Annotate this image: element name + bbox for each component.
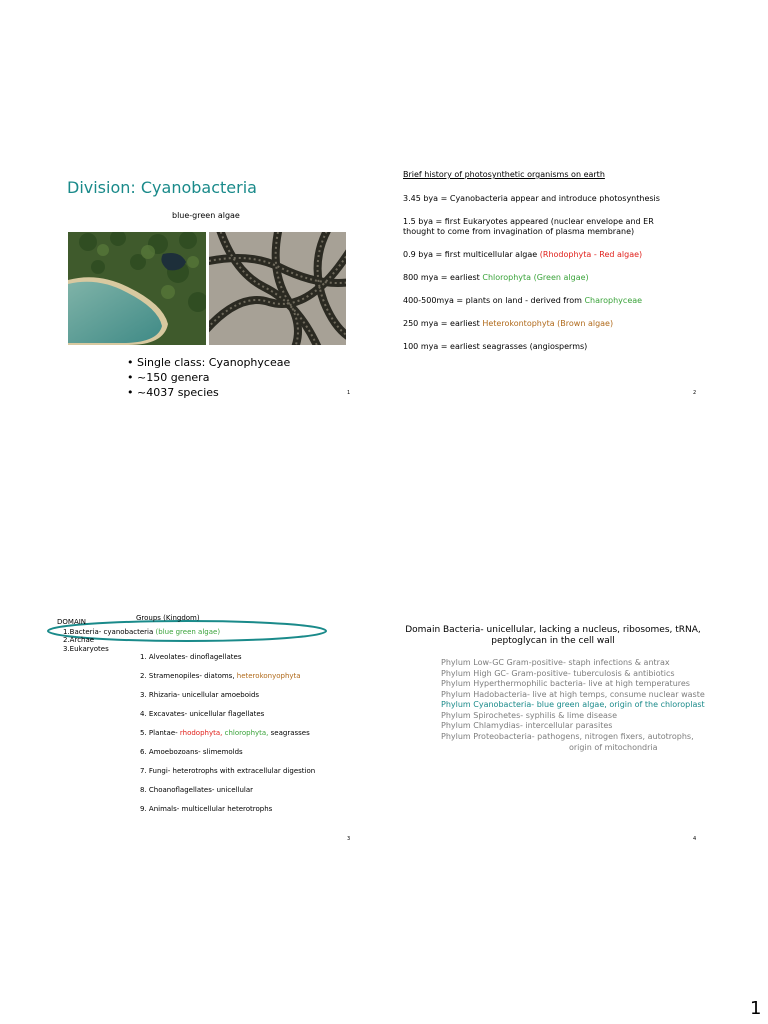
list-item: 7. Fungi- heterotrophs with extracellular digestion [140, 767, 316, 775]
slide2-page-number: 2 [693, 390, 697, 396]
list-item: Phylum High GC- Gram-positive- tuberculosis & antibiotics [441, 668, 675, 678]
domain-label: DOMAIN [57, 618, 87, 626]
kingdom-group-list [140, 653, 315, 824]
list-item: 3. Rhizaria- unicellular amoeboids [140, 691, 260, 699]
domain-eukaryotes: 3.Eukaryotes [63, 645, 109, 653]
phyla-tail: origin of mitochondria [569, 743, 658, 752]
timeline-event: 3.45 bya = Cyanobacteria appear and introduce photosynthesis [403, 194, 660, 203]
domain-archae: 2.Archae [63, 636, 95, 644]
list-item: 1. Alveolates- dinoflagellates [140, 653, 242, 661]
timeline-event: 1.5 bya = first Eukaryotes appeared (nuclear envelope and ER thought to come from invagination of plasma membrane) [403, 217, 654, 236]
timeline-event: 400-500mya = plants on land - derived from Charophyceae [403, 296, 643, 305]
cyanobacteria-micrograph [209, 232, 346, 345]
list-item: • ~4037 species [127, 386, 219, 399]
timeline-event: 0.9 bya = first multicellular algae (Rhodophyta - Red algae) [403, 250, 643, 259]
list-item: 9. Animals- multicellular heterotrophs [140, 805, 273, 813]
phyla-list [441, 658, 705, 742]
slide3-page-number: 3 [347, 836, 351, 842]
timeline-event: 250 mya = earliest Heterokontophyta (Brown algae) [403, 319, 614, 328]
timeline-event: 800 mya = earliest Chlorophyta (Green algae) [403, 273, 589, 282]
slide4-page-number: 4 [693, 836, 697, 842]
list-item: 5. Plantae- rhodophyta, chlorophyta, seagrasses [140, 729, 310, 737]
list-item: Phylum Proteobacteria- pathogens, nitrogen fixers, autotrophs, [441, 731, 694, 741]
list-item: Phylum Hadobacteria- live at high temps, consume nuclear waste [441, 689, 705, 699]
list-item: 2. Stramenopiles- diatoms, heterokonyophyta [140, 672, 301, 680]
list-item: Phylum Hyperthermophilic bacteria- live at high temperatures [441, 679, 690, 688]
domain-bacteria: 1.Bacteria- cyanobacteria (blue green algae) [63, 628, 221, 636]
groups-label: Groups (Kingdom) [136, 614, 200, 622]
slide1-page-number: 1 [347, 390, 351, 396]
list-item: 8. Choanoflagellates- unicellular [140, 786, 254, 794]
list-item: Phylum Cyanobacteria- blue green algae, origin of the chloroplast [441, 700, 705, 709]
lake-aerial-photo [68, 232, 206, 345]
list-item: 4. Excavates- unicellular flagellates [140, 710, 265, 718]
slide1-title: Division: Cyanobacteria [67, 178, 257, 197]
list-item: Phylum Chlamydias- intercellular parasites [441, 721, 613, 730]
slide2-timeline [403, 170, 733, 365]
list-item: • ~150 genera [127, 371, 210, 384]
slide1-subtitle: blue-green algae [172, 211, 240, 220]
document-page-number: 1 [750, 998, 762, 1019]
slide2-heading: Brief history of photosynthetic organisms on earth [403, 170, 605, 179]
timeline-event: 100 mya = earliest seagrasses (angiosperms) [403, 342, 588, 351]
slide1-bullet-list [127, 355, 290, 400]
list-item: Phylum Spirochetes- syphilis & lime disease [441, 710, 617, 720]
list-item: 6. Amoebozoans- slimemolds [140, 748, 243, 756]
list-item: • Single class: Cyanophyceae [127, 356, 291, 369]
slide4-heading: Domain Bacteria- unicellular, lacking a nucleus, ribosomes, tRNA, peptoglycan in the cell wall [405, 625, 701, 646]
list-item: Phylum Low-GC Gram-positive- staph infections & antrax [441, 658, 670, 667]
